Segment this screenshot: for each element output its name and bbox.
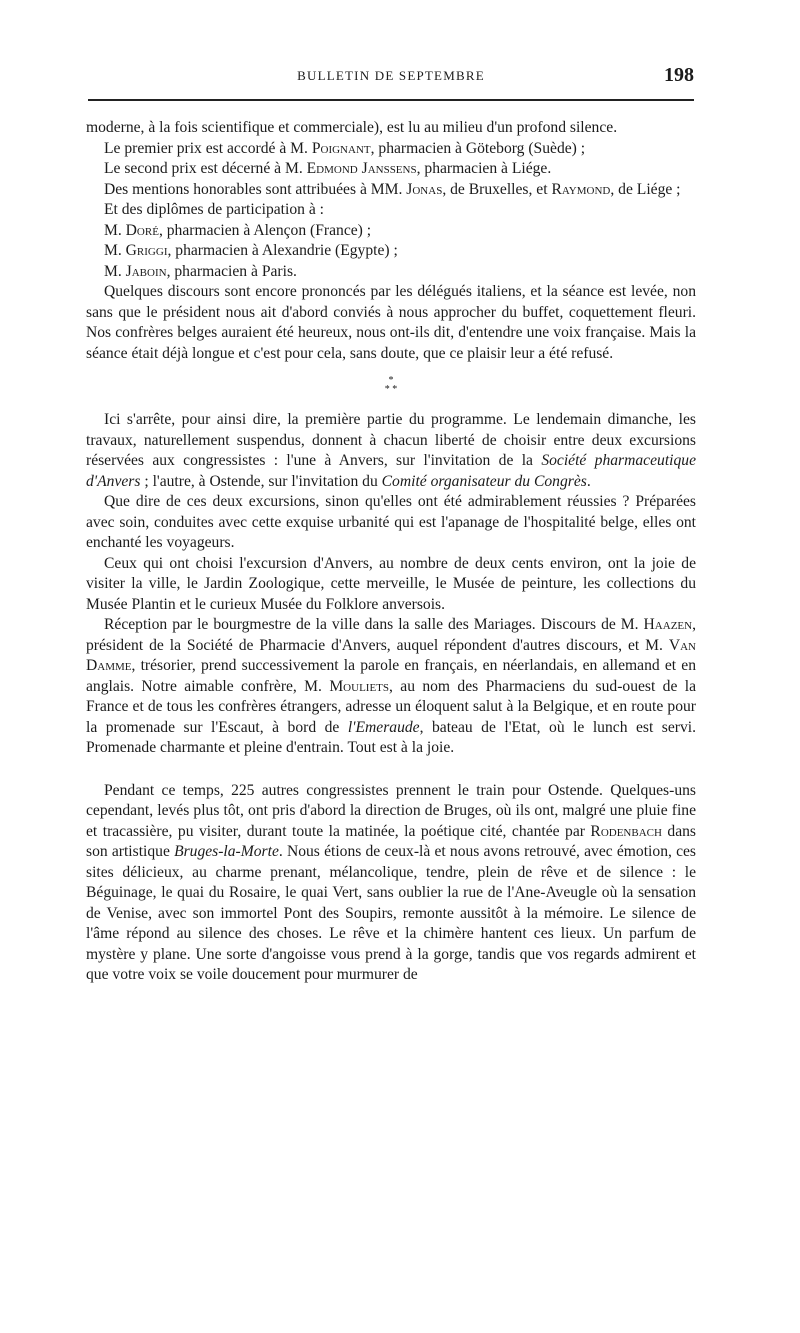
section-separator-asterisks [86, 376, 696, 406]
person-name: Rodenbach [590, 822, 662, 840]
paragraph: M. Jaboin, pharmacien à Paris. [104, 262, 297, 280]
paragraph: Que dire de ces deux excursions, sinon qu'elles ont été admirablement réussies ? Préparées avec soin, conduites avec cette exquise urbanité qui est l'apanage de l'hospitalité belge, elles ont enchanté les voyageurs. [86, 493, 696, 551]
person-name: Edmond Janssens [306, 160, 417, 177]
paragraph: Ici s'arrête, pour ainsi dire, la première partie du programme. Le lendemain dimanche, les travaux, naturellement suspendus, donnent à chacun liberté de choisir entre deux excursions réservées aux congressistes : l'une à Anvers, sur l'invitation de la Société pharmaceutique d'Anvers ; l'autre, à Ostende, sur l'invitation du Comité organisateur du Congrès. [86, 411, 696, 490]
paragraph: Et des diplômes de participation à : [104, 201, 324, 218]
person-name: Jaboin [125, 262, 167, 280]
header-rule [88, 99, 694, 101]
person-name: Van Damme [86, 636, 696, 674]
paragraph: Réception par le bourgmestre de la ville dans la salle des Mariages. Discours de M. Haazen, président de la Société de Pharmacie d'Anvers, auquel répondent d'autres discours, et M. Van Damme, trésorier, prend successivement la parole en français, en néerlandais, en allemand et en anglais. Notre aimable confrère, M. Mouliets, au nom des Pharmaciens du sud-ouest de la France et de tous les confrères étrangers, adresse un éloquent salut à la Belgique, et en route pour la promenade sur l'Escaut, à bord de l'Emeraude, bateau de l'Etat, où le lunch est servi. Promenade charmante et pleine d'entrain. Tout est à la joie. [86, 616, 696, 756]
page-number: 198 [664, 64, 694, 86]
person-name: Poignant [311, 139, 371, 157]
person-name: Haazen [643, 616, 693, 633]
italic-term: Société pharmaceutique d'Anvers [86, 452, 696, 490]
asterisk-bottom: * * [384, 384, 398, 395]
person-name: Mouliets [329, 677, 390, 695]
paragraph: Pendant ce temps, 225 autres congressistes prennent le train pour Ostende. Quelques-uns cependant, levés plus tôt, ont pris d'abord la direction de Bruges, où ils ont, malgré une pluie fine et tracassière, pu visiter, durant toute la matinée, la poétique cité, chantée par Rodenbach dans son artistique Bruges-la-Morte. Nous étions de ceux-là et nous avons retrouvé, avec émotion, ces sites délicieux, au charme prenant, mélancolique, tendre, plein de rêve et de silence : le Béguinage, le quai du Rosaire, le quai Vert, sans oublier la rue de l'Ane-Aveugle où la sensation de Venise, avec son immortel Pont des Soupirs, remonte aussitôt à la mémoire. Le silence de l'âme répond au silence des choses. Le rêve et la chimère hantent ces lieux. Un parfum de mystère y plane. Une sorte d'angoisse vous prend à la gorge, tandis que vos regards admirent et que votre voix se voile doucement pour murmurer de [86, 781, 696, 983]
asterisk-top: * [388, 375, 394, 386]
paragraph: Le premier prix est accordé à M. Poignant, pharmacien à Göteborg (Suède) ; [104, 139, 586, 157]
running-title: BULLETIN DE SEPTEMBRE [297, 68, 485, 83]
italic-term: l'Emeraude [347, 718, 420, 736]
person-name: Griggi [125, 242, 168, 259]
paragraph: Des mentions honorables sont attribuées à MM. Jonas, de Bruxelles, et Raymond, de Liége ; [104, 180, 681, 198]
italic-term: Comité organisateur du Congrès [381, 472, 587, 490]
paragraph: M. Doré, pharmacien à Alençon (France) ; [104, 221, 372, 239]
paragraph: M. Griggi, pharmacien à Alexandrie (Egypte) ; [104, 242, 398, 259]
italic-term: Bruges-la-Morte [174, 843, 279, 860]
paragraph: moderne, à la fois scientifique et commerciale), est lu au milieu d'un profond silence. [86, 119, 618, 136]
paragraph: Quelques discours sont encore prononcés par les délégués italiens, et la séance est levée, non sans que le président nous ait d'abord conviés à nous approcher du buffet, coquettement fleuri. Nos confrères belges auraient été heureux, nous ont-ils dit, d'entendre une voix française. Mais la séance était déjà longue et c'est pour cela, sans doute, que ce plaisir leur a été refusé. [86, 283, 696, 362]
body-text [86, 118, 696, 986]
person-name: Doré [125, 221, 159, 239]
page-header [88, 64, 694, 88]
person-name: Raymond [551, 180, 611, 198]
paragraph: Le second prix est décerné à M. Edmond Janssens, pharmacien à Liége. [104, 160, 552, 177]
person-name: Jonas [406, 180, 443, 198]
paragraph: Ceux qui ont choisi l'excursion d'Anvers, au nombre de deux cents environ, ont la joie de visiter la ville, le Jardin Zoologique, cette merveille, le Musée de peinture, les collections du Musée Plantin et le curieux Musée du Folklore anversois. [86, 554, 696, 613]
